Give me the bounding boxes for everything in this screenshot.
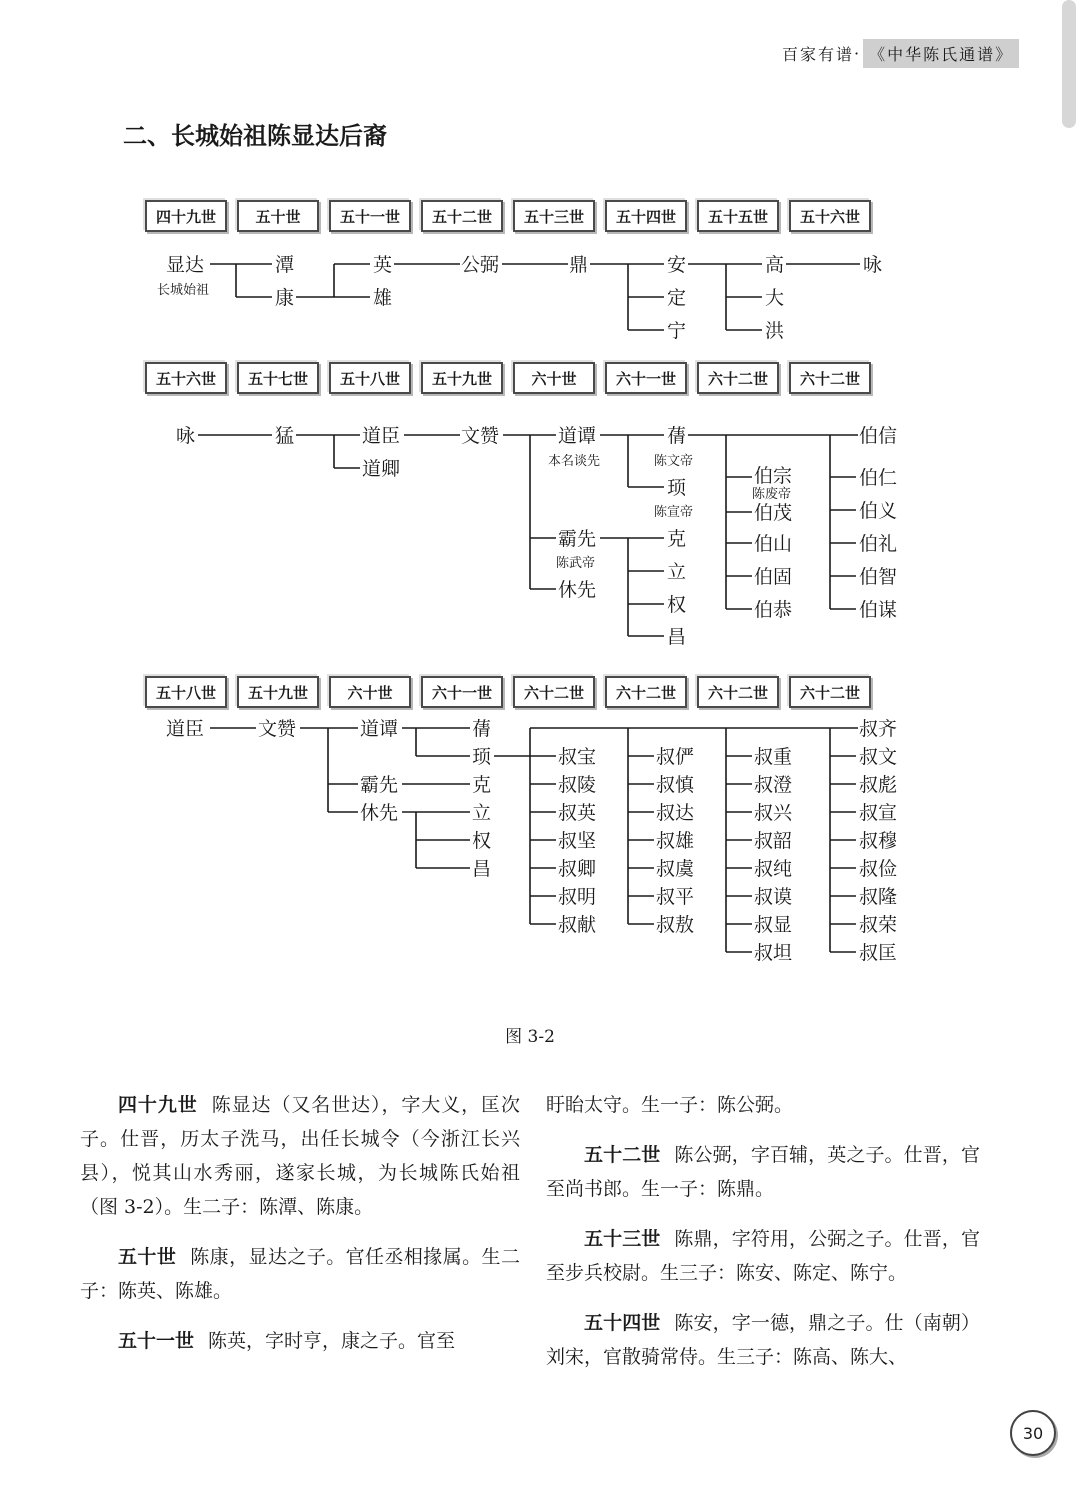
node-wenzan: 文赞 bbox=[258, 718, 297, 740]
node-shu: 叔谟 bbox=[754, 886, 793, 908]
generation-box: 五十世 bbox=[237, 200, 319, 232]
generation-box: 六十二世 bbox=[697, 362, 779, 394]
node-shu: 叔宝 bbox=[558, 746, 597, 768]
paragraph-text: 陈康，显达之子。官任丞相掾属。生二子：陈英、陈雄。 bbox=[80, 1246, 520, 1302]
node-shu: 叔坚 bbox=[558, 830, 597, 852]
node-daotan: 道谭 bbox=[360, 718, 399, 740]
generation-box: 五十一世 bbox=[329, 200, 411, 232]
node-shu: 叔匡 bbox=[859, 942, 898, 964]
node-xiuxian: 休先 bbox=[558, 579, 597, 601]
node-note: 陈文帝 bbox=[654, 454, 694, 469]
node-meng: 猛 bbox=[275, 425, 295, 447]
node-shu: 叔重 bbox=[754, 746, 793, 768]
node-shu: 叔澄 bbox=[754, 774, 793, 796]
paragraph-text: 陈安，字一德，鼎之子。仕（南朝）刘宋，官散骑常侍。生三子：陈高、陈大、 bbox=[546, 1312, 980, 1368]
node-baxian: 霸先 bbox=[360, 774, 399, 796]
node-note: 本名谈先 bbox=[548, 454, 601, 469]
section-title: 二、长城始祖陈显达后裔 bbox=[123, 122, 387, 150]
node-shu: 叔荣 bbox=[859, 914, 898, 936]
node-xianda: 显达 bbox=[166, 254, 205, 276]
node-shu: 叔纯 bbox=[754, 858, 793, 880]
generation-box: 六十一世 bbox=[421, 676, 503, 708]
node-bo: 伯仁 bbox=[859, 467, 898, 489]
node-note: 陈废帝 bbox=[752, 487, 792, 502]
node-ding: 鼎 bbox=[569, 254, 589, 276]
paragraph-text: 陈英，字时亨，康之子。官至 bbox=[208, 1330, 456, 1352]
node-ning: 宁 bbox=[667, 320, 687, 342]
node-baxian: 霸先 bbox=[558, 528, 597, 550]
generation-box: 六十一世 bbox=[605, 362, 687, 394]
node-daochen: 道臣 bbox=[362, 425, 401, 447]
node-ke: 克 bbox=[472, 774, 492, 796]
node-bo: 伯茂 bbox=[754, 502, 793, 524]
paragraph bbox=[546, 1306, 980, 1374]
generation-box: 六十二世 bbox=[697, 676, 779, 708]
figure-caption: 图 3-2 bbox=[505, 1027, 555, 1047]
node-chang: 昌 bbox=[472, 858, 492, 880]
node-li: 立 bbox=[472, 802, 492, 824]
node-shu: 叔敖 bbox=[656, 914, 695, 936]
node-bo: 伯智 bbox=[859, 566, 898, 588]
node-li: 立 bbox=[667, 561, 687, 583]
node-ke: 克 bbox=[667, 528, 687, 550]
header-book-title: 《中华陈氏通谱》 bbox=[863, 39, 1019, 68]
node-shu: 叔韶 bbox=[754, 830, 793, 852]
paragraph bbox=[80, 1324, 520, 1358]
node-shu: 叔雄 bbox=[656, 830, 695, 852]
node-quan: 权 bbox=[667, 594, 687, 616]
paragraph bbox=[80, 1088, 520, 1224]
node-shu: 叔俨 bbox=[656, 746, 695, 768]
page-number: 30 bbox=[1010, 1410, 1056, 1456]
generation-box: 五十七世 bbox=[237, 362, 319, 394]
generation-box: 五十九世 bbox=[421, 362, 503, 394]
paragraph-text: 陈显达（又名世达），字大义，匡次子。仕晋，历太子洗马，出任长城令（今浙江长兴县），悦其山水秀丽，遂家长城，为长城陈氏始祖（图 3-2）。生二子：陈潭、陈康。 bbox=[80, 1094, 520, 1218]
generation-box: 五十九世 bbox=[237, 676, 319, 708]
node-shu: 叔虞 bbox=[656, 858, 695, 880]
node-chang: 昌 bbox=[667, 626, 687, 648]
node-shu: 叔宣 bbox=[859, 802, 898, 824]
generation-box: 六十二世 bbox=[605, 676, 687, 708]
node-gongbi: 公弼 bbox=[461, 254, 500, 276]
generation-box: 五十六世 bbox=[145, 362, 227, 394]
generation-box: 五十八世 bbox=[145, 676, 227, 708]
paragraph-text: 陈公弼，字百辅，英之子。仕晋，官至尚书郎。生一子：陈鼎。 bbox=[546, 1144, 980, 1200]
node-wenzan: 文赞 bbox=[461, 425, 500, 447]
node-shu: 叔卿 bbox=[558, 858, 597, 880]
node-yong: 咏 bbox=[863, 254, 883, 276]
node-xiuxian: 休先 bbox=[360, 802, 399, 824]
header-series: 百家有谱 bbox=[782, 44, 855, 64]
generation-box: 六十二世 bbox=[513, 676, 595, 708]
generation-label: 五十四世 bbox=[584, 1312, 661, 1334]
generation-box: 六十世 bbox=[513, 362, 595, 394]
node-shu: 叔俭 bbox=[859, 858, 898, 880]
paragraph bbox=[546, 1222, 980, 1290]
node-bo: 伯山 bbox=[754, 533, 793, 555]
generation-label: 四十九世 bbox=[118, 1094, 198, 1116]
generation-label: 五十一世 bbox=[118, 1330, 195, 1352]
node-bozong: 伯宗 bbox=[754, 465, 793, 487]
node-shu: 叔隆 bbox=[859, 886, 898, 908]
paragraph: 盱眙太守。生一子：陈公弼。 bbox=[546, 1094, 794, 1116]
text-column-left bbox=[80, 1088, 520, 1374]
node-shu: 叔坦 bbox=[754, 942, 793, 964]
node-note: 陈宣帝 bbox=[654, 505, 694, 520]
node-daochen: 道臣 bbox=[166, 718, 205, 740]
node-bo: 伯信 bbox=[859, 425, 898, 447]
node-shu: 叔彪 bbox=[859, 774, 898, 796]
generation-box: 六十二世 bbox=[789, 676, 871, 708]
paragraph bbox=[546, 1138, 980, 1206]
node-note: 陈武帝 bbox=[556, 556, 596, 571]
node-xu: 顼 bbox=[667, 477, 687, 499]
node-shu: 叔平 bbox=[656, 886, 695, 908]
node-hong: 洪 bbox=[765, 320, 785, 342]
generation-box: 四十九世 bbox=[145, 200, 227, 232]
generation-label: 五十三世 bbox=[584, 1228, 661, 1250]
node-xu: 顼 bbox=[472, 746, 492, 768]
node-bo: 伯固 bbox=[754, 566, 793, 588]
node-shu: 叔显 bbox=[754, 914, 793, 936]
node-qian: 蒨 bbox=[472, 718, 492, 740]
node-bo: 伯义 bbox=[859, 500, 898, 522]
node-gao: 高 bbox=[765, 254, 785, 276]
generation-box: 五十二世 bbox=[421, 200, 503, 232]
node-shu: 叔文 bbox=[859, 746, 898, 768]
node-quan: 权 bbox=[472, 830, 492, 852]
text-column-right bbox=[546, 1088, 980, 1390]
node-shu: 叔明 bbox=[558, 886, 597, 908]
generation-box: 六十二世 bbox=[789, 362, 871, 394]
generation-box: 六十世 bbox=[329, 676, 411, 708]
node-shu: 叔兴 bbox=[754, 802, 793, 824]
node-shu: 叔英 bbox=[558, 802, 597, 824]
generation-label: 五十二世 bbox=[584, 1144, 661, 1166]
node-daoqing: 道卿 bbox=[362, 458, 401, 480]
node-yong: 咏 bbox=[176, 425, 196, 447]
node-ding2: 定 bbox=[667, 287, 687, 309]
node-bo: 伯谋 bbox=[859, 599, 898, 621]
node-daotan: 道谭 bbox=[558, 425, 597, 447]
node-kang: 康 bbox=[275, 287, 295, 309]
node-bo: 伯恭 bbox=[754, 599, 793, 621]
paragraph-text: 陈鼎，字符用，公弼之子。仕晋，官至步兵校尉。生三子：陈安、陈定、陈宁。 bbox=[546, 1228, 980, 1284]
node-xiong: 雄 bbox=[373, 287, 393, 309]
node-note: 长城始祖 bbox=[157, 283, 210, 298]
header-dot: · bbox=[854, 43, 862, 63]
generation-label: 五十世 bbox=[118, 1246, 177, 1268]
node-shu: 叔达 bbox=[656, 802, 695, 824]
node-tan: 潭 bbox=[275, 254, 295, 276]
node-bo: 伯礼 bbox=[859, 533, 898, 555]
node-shu: 叔穆 bbox=[859, 830, 898, 852]
generation-box: 五十四世 bbox=[605, 200, 687, 232]
generation-box: 五十八世 bbox=[329, 362, 411, 394]
node-shu: 叔陵 bbox=[558, 774, 597, 796]
node-an: 安 bbox=[667, 254, 687, 276]
node-qian: 蒨 bbox=[667, 425, 687, 447]
node-shu: 叔慎 bbox=[656, 774, 695, 796]
node-da: 大 bbox=[765, 287, 785, 309]
node-ying: 英 bbox=[373, 254, 393, 276]
generation-box: 五十六世 bbox=[789, 200, 871, 232]
paragraph bbox=[80, 1240, 520, 1308]
generation-box: 五十五世 bbox=[697, 200, 779, 232]
node-shu: 叔献 bbox=[558, 914, 597, 936]
generation-box: 五十三世 bbox=[513, 200, 595, 232]
node-shu: 叔齐 bbox=[859, 718, 898, 740]
